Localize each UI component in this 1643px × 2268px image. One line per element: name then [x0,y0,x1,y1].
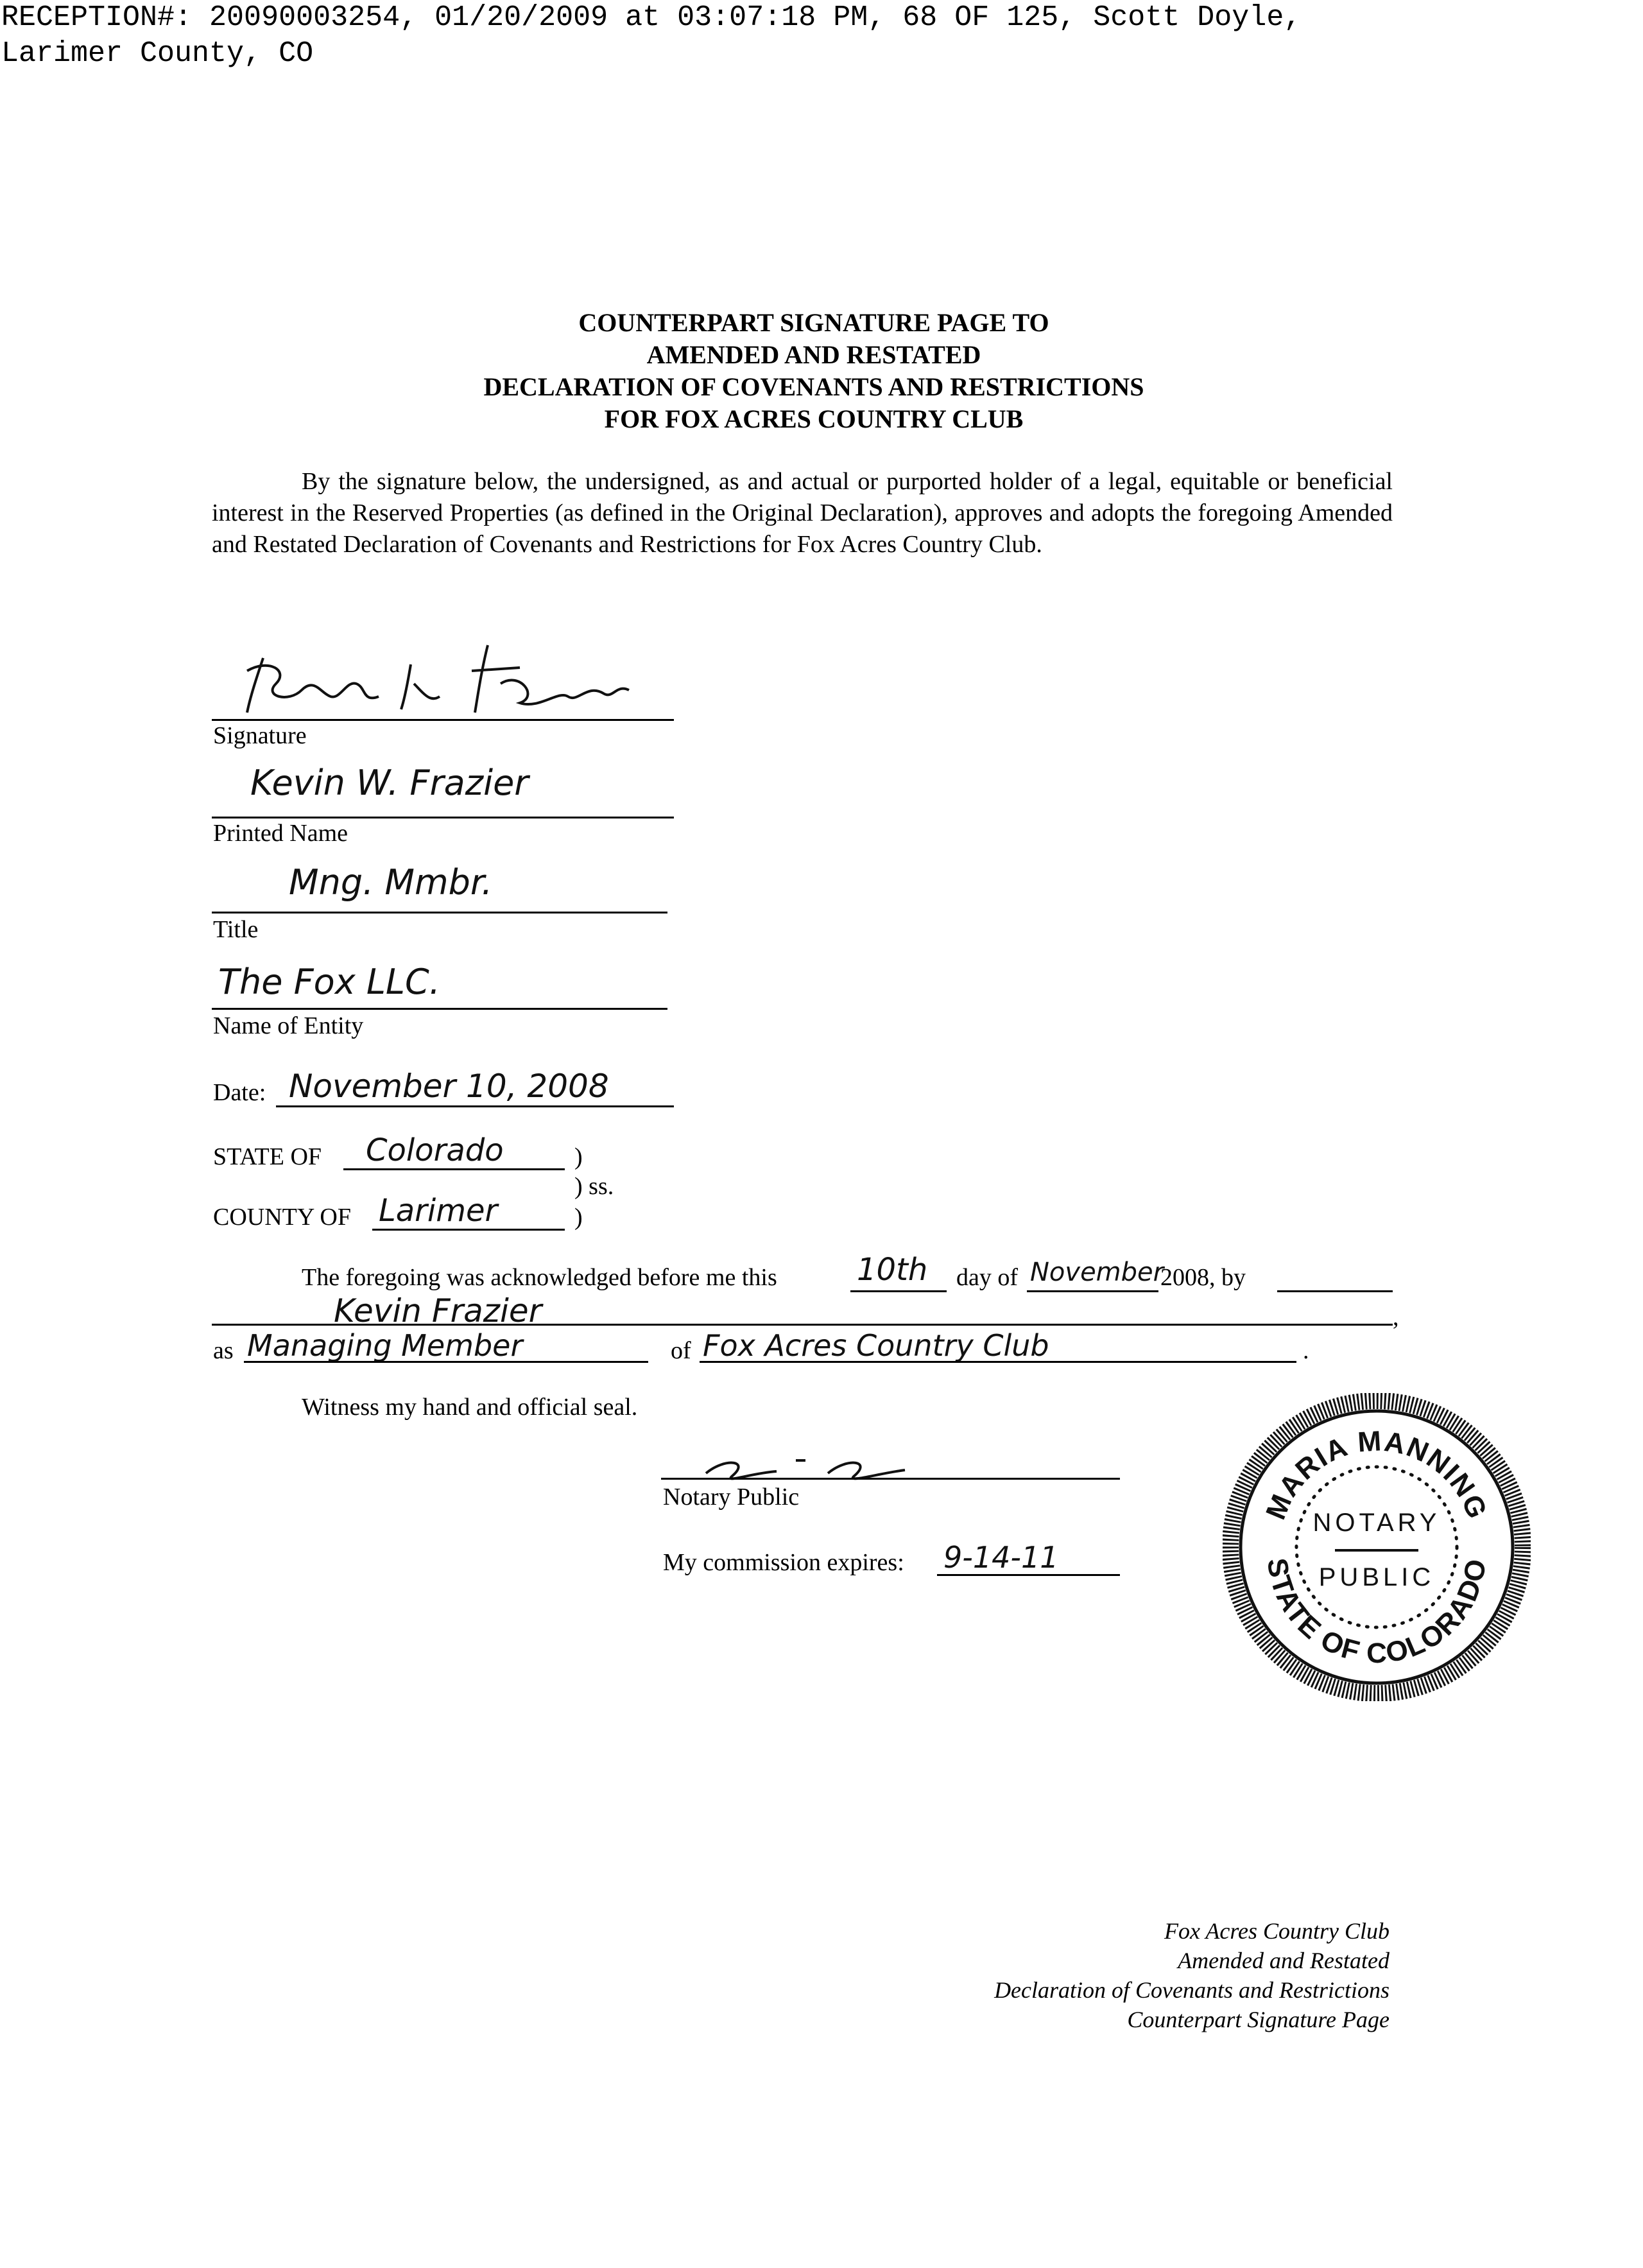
document-title [0,307,1628,435]
recording-stamp-line1: RECEPTION#: 20090003254, 01/20/2009 at 03:07:18 PM, 68 OF 125, Scott Doyle, [1,1,1302,34]
ack-period: . [1303,1337,1309,1364]
commission-label: My commission expires: [663,1549,904,1576]
entity-rule [212,1008,667,1010]
ack-prefix: The foregoing was acknowledged before me this [302,1264,777,1291]
seal-state: STATE OF COLORADO [1260,1555,1493,1670]
ss-paren: ) ss. [574,1173,614,1200]
printed-name-label: Printed Name [213,820,348,847]
ack-org-rule [700,1361,1296,1363]
ack-day-rule [850,1290,947,1292]
state-paren: ) [574,1143,583,1170]
notary-seal [1223,1393,1531,1701]
footer-line-2: Amended and Restated [1178,1948,1389,1973]
ack-role-value: Managing Member [247,1328,523,1363]
witness-text: Witness my hand and official seal. [302,1394,638,1421]
county-paren: ) [574,1204,583,1231]
county-value: Larimer [379,1193,498,1229]
title-value: Mng. Mmbr. [289,862,493,903]
commission-value: 9-14-11 [943,1540,1059,1575]
ack-comma: , [1393,1304,1399,1331]
ack-day-label: day of [956,1264,1019,1291]
date-rule [276,1105,674,1107]
ack-year: 2008, by [1160,1264,1246,1291]
ack-as-label: as [213,1337,234,1364]
date-label: Date: [213,1079,266,1106]
ack-day-value: 10th [857,1252,928,1288]
title-rule [212,912,667,913]
commission-rule [937,1574,1120,1576]
recording-stamp-line2: Larimer County, CO [1,37,314,70]
notary-signature-rule [661,1478,1120,1480]
state-label: STATE OF [213,1143,322,1170]
ack-by-rule [1277,1290,1393,1292]
ack-name-value: Kevin Frazier [334,1292,542,1329]
intro-text: By the signature below, the undersigned, as and actual or purported holder of a legal, equitable or beneficial interest in the Reserved Properties (as defined in the Original Declaration), approves and adopts the foregoing Amended and Restated Declaration of Covenants and Restrictions for Fox Acres Country Club. [212,468,1393,558]
entity-value: The Fox LLC. [218,962,440,1002]
county-rule [372,1229,565,1231]
signature-rule [212,719,674,721]
entity-label: Name of Entity [213,1012,364,1039]
footer-line-3: Declaration of Covenants and Restrictions [994,1977,1389,2003]
ack-of-label: of [671,1337,691,1364]
ack-name-rule [212,1324,1393,1326]
title-line-4: FOR FOX ACRES COUNTRY CLUB [604,404,1024,433]
footer-caption [994,1916,1389,2034]
intro-paragraph [212,466,1393,560]
seal-name: MARIA MANNING [1260,1425,1493,1524]
date-value: November 10, 2008 [289,1068,609,1105]
ack-org-value: Fox Acres Country Club [703,1328,1049,1363]
footer-line-4: Counterpart Signature Page [1127,2007,1389,2032]
footer-line-1: Fox Acres Country Club [1164,1918,1389,1944]
title-line-3: DECLARATION OF COVENANTS AND RESTRICTIONS [483,372,1144,401]
title-line-2: AMENDED AND RESTATED [646,340,981,369]
title-label: Title [213,916,259,943]
ack-month-rule [1027,1290,1158,1292]
signature-mark [218,632,680,722]
state-rule [343,1168,565,1170]
county-label: COUNTY OF [213,1204,351,1231]
title-line-1: COUNTERPART SIGNATURE PAGE TO [578,308,1049,337]
ack-role-rule [244,1361,648,1363]
ack-month-value: November [1030,1258,1164,1287]
recording-stamp [1,0,1301,72]
signature-label: Signature [213,722,307,749]
printed-name-value: Kevin W. Frazier [250,763,529,803]
printed-name-rule [212,817,674,818]
state-value: Colorado [366,1132,504,1168]
seal-public-text: PUBLIC [1318,1563,1435,1591]
seal-notary-text: NOTARY [1312,1509,1441,1537]
notary-label: Notary Public [663,1484,800,1511]
